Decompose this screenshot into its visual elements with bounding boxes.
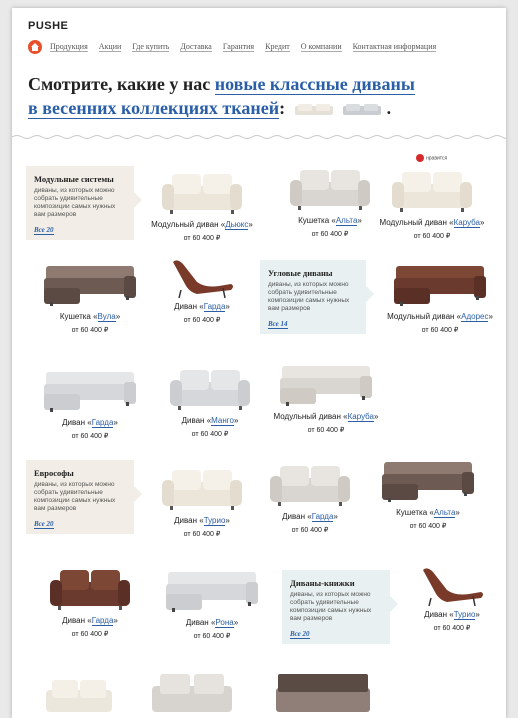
product-price: от 60 400 ₽ — [413, 233, 451, 240]
product-type: Диван — [62, 418, 86, 427]
category-all-link[interactable]: Все 14 — [268, 320, 288, 328]
nav-item-credit[interactable]: Кредит — [265, 42, 290, 51]
product-model-link[interactable]: Турио — [203, 516, 226, 525]
product-type: Кушетка — [396, 508, 428, 517]
product-image[interactable] — [150, 364, 270, 414]
like-badge[interactable] — [416, 154, 447, 162]
product-name: Диван «Гарда» — [62, 418, 118, 427]
product-price: от 60 400 ₽ — [409, 523, 447, 530]
product-type: Диван — [62, 616, 86, 625]
category-title: Еврософы — [34, 468, 74, 478]
product-model-link[interactable]: Каруба — [453, 218, 480, 227]
product-name: Кушетка «Альта» — [396, 508, 460, 517]
product-type: Диван — [282, 512, 306, 521]
wavy-divider — [12, 134, 506, 140]
category-desc: диваны, из которых можно собрать удивительные композиции самых нужных вам размеров — [290, 591, 372, 622]
product-name: Модульный диван «Каруба» — [379, 218, 485, 227]
product-image[interactable] — [30, 364, 150, 416]
product-card[interactable] — [368, 454, 488, 530]
fabric-thumb-1[interactable] — [294, 103, 334, 117]
product-type: Модульный диван — [151, 220, 219, 229]
category-modular — [26, 166, 134, 240]
product-image-partial — [150, 670, 234, 718]
product-card[interactable] — [250, 460, 370, 534]
product-name: Диван «Гарда» — [282, 512, 338, 521]
category-corner — [260, 260, 366, 334]
product-image[interactable] — [266, 358, 386, 410]
category-eurosofa — [26, 460, 134, 534]
product-model-link[interactable]: Гарда — [311, 512, 334, 521]
product-image[interactable] — [142, 168, 262, 218]
product-price: от 60 400 ₽ — [421, 327, 459, 334]
product-model-link[interactable]: Рона — [215, 618, 234, 627]
product-image[interactable] — [368, 454, 488, 506]
product-price: от 60 400 ₽ — [433, 625, 471, 632]
product-type: Диван — [181, 416, 205, 425]
product-name: Диван «Гарда» — [174, 302, 230, 311]
product-image[interactable] — [372, 166, 492, 216]
nav-item-promo[interactable]: Акции — [98, 42, 122, 51]
product-card[interactable] — [380, 258, 500, 334]
product-model-link[interactable]: Гарда — [91, 616, 114, 625]
product-image[interactable] — [250, 460, 370, 510]
product-card[interactable] — [142, 256, 262, 324]
product-image[interactable] — [30, 258, 150, 310]
product-name: Кушетка «Альта» — [298, 216, 362, 225]
product-type: Модульный диван — [387, 312, 455, 321]
nav-item-delivery[interactable]: Доставка — [180, 42, 212, 51]
page-headline — [28, 72, 498, 120]
brand-logo[interactable]: PUSHE — [28, 20, 69, 32]
nav-item-about[interactable]: О компании — [300, 42, 342, 51]
headline-colon: : — [279, 98, 286, 118]
product-card[interactable] — [152, 564, 272, 640]
product-type: Диван — [174, 302, 198, 311]
headline-link-new-sofas[interactable]: новые классные диваны — [214, 74, 415, 94]
category-title: Модульные системы — [34, 174, 114, 184]
product-price: от 60 400 ₽ — [311, 231, 349, 238]
product-price: от 60 400 ₽ — [183, 235, 221, 242]
product-model-link[interactable]: Альта — [433, 508, 456, 517]
product-image[interactable] — [380, 258, 500, 310]
headline-link-collections[interactable]: в весенних коллекциях тканей — [28, 98, 280, 118]
product-price: от 60 400 ₽ — [71, 631, 109, 638]
category-all-link[interactable]: Все 20 — [290, 630, 310, 638]
product-name: Диван «Турио» — [174, 516, 230, 525]
product-card[interactable] — [150, 364, 270, 438]
product-name: Модульный диван «Каруба» — [273, 412, 379, 421]
product-card[interactable] — [30, 258, 150, 334]
like-badge-label: нравится — [426, 155, 448, 162]
product-model-link[interactable]: Гарда — [91, 418, 114, 427]
heart-icon — [416, 154, 424, 162]
fabric-thumb-2[interactable] — [342, 103, 382, 117]
product-model-link[interactable]: Турио — [453, 610, 476, 619]
product-price: от 60 400 ₽ — [291, 527, 329, 534]
category-book-sofas — [282, 570, 390, 644]
product-model-link[interactable]: Дьюкс — [225, 220, 249, 229]
category-all-link[interactable]: Все 20 — [34, 520, 54, 528]
product-type: Модульный диван — [273, 412, 341, 421]
product-name: Диван «Рона» — [185, 618, 239, 627]
product-card[interactable] — [30, 564, 150, 638]
headline-text: Смотрите, какие у нас — [28, 74, 215, 94]
product-type: Кушетка — [298, 216, 330, 225]
product-image-partial — [274, 670, 372, 718]
product-image[interactable] — [392, 564, 506, 608]
nav-item-products[interactable]: Продукция — [50, 42, 88, 51]
main-nav — [50, 42, 445, 51]
product-price: от 60 400 ₽ — [183, 531, 221, 538]
product-name: Модульный диван «Адорес» — [387, 312, 493, 321]
product-type: Кушетка — [59, 312, 91, 321]
product-name: Диван «Манго» — [181, 416, 239, 425]
product-card[interactable] — [266, 358, 386, 434]
page — [12, 8, 506, 718]
product-name: Кушетка «Вула» — [59, 312, 121, 321]
product-model-link[interactable]: Адорес — [461, 312, 489, 321]
product-card[interactable] — [372, 166, 492, 240]
category-desc: диваны, из которых можно собрать удивительные композиции самых нужных вам размеров — [268, 281, 350, 312]
product-card[interactable] — [142, 464, 262, 538]
product-card[interactable] — [392, 564, 506, 632]
nav-item-contacts[interactable]: Контактная информация — [352, 42, 437, 51]
product-image[interactable] — [142, 256, 262, 300]
product-model-link[interactable]: Вула — [97, 312, 116, 321]
product-model-link[interactable]: Манго — [211, 416, 234, 425]
product-image[interactable] — [152, 564, 272, 616]
product-type: Диван — [174, 516, 198, 525]
product-price: от 60 400 ₽ — [193, 633, 231, 640]
product-type: Диван — [424, 610, 448, 619]
product-price: от 60 400 ₽ — [183, 317, 221, 324]
product-model-link[interactable]: Альта — [335, 216, 358, 225]
product-price: от 60 400 ₽ — [191, 431, 229, 438]
product-model-link[interactable]: Гарда — [203, 302, 226, 311]
nav-item-warranty[interactable]: Гарантия — [222, 42, 255, 51]
product-image[interactable] — [142, 464, 262, 514]
product-type: Диван — [185, 618, 209, 627]
category-desc: диваны, из которых можно собрать удивительные композиции самых нужных вам размеров — [34, 481, 116, 512]
product-type: Модульный диван — [379, 218, 447, 227]
category-desc: диваны, из которых можно собрать удивительные композиции самых нужных вам размеров — [34, 187, 116, 218]
headline-end: . — [386, 98, 392, 118]
product-card[interactable] — [30, 364, 150, 440]
home-icon[interactable] — [28, 40, 42, 54]
product-name: Диван «Турио» — [424, 610, 480, 619]
product-image[interactable] — [30, 564, 150, 614]
category-title: Угловые диваны — [268, 268, 333, 278]
product-model-link[interactable]: Каруба — [347, 412, 374, 421]
product-name: Модульный диван «Дьюкс» — [151, 220, 253, 229]
product-price: от 60 400 ₽ — [307, 427, 345, 434]
product-price: от 60 400 ₽ — [71, 433, 109, 440]
category-all-link[interactable]: Все 20 — [34, 226, 54, 234]
product-price: от 60 400 ₽ — [71, 327, 109, 334]
nav-item-where-to-buy[interactable]: Где купить — [132, 42, 170, 51]
product-image-partial — [44, 674, 114, 718]
product-card[interactable] — [142, 168, 262, 242]
product-name: Диван «Гарда» — [62, 616, 118, 625]
category-title: Диваны-книжки — [290, 578, 355, 588]
